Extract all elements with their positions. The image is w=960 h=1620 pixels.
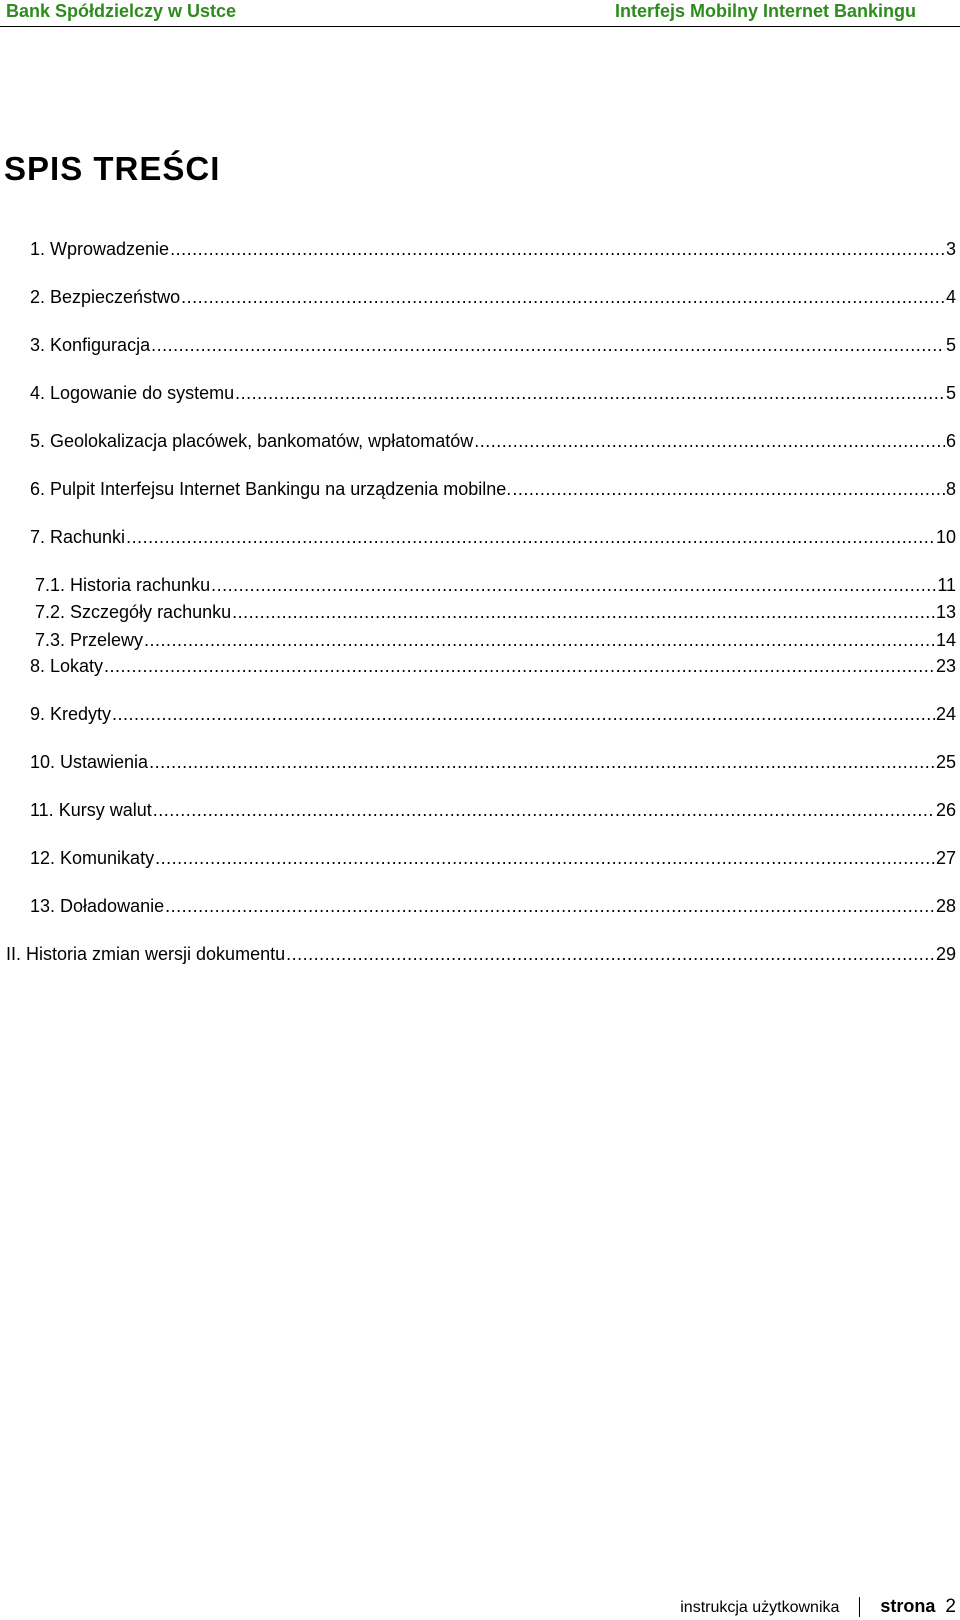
toc-dot-leader (153, 799, 935, 821)
toc-dot-leader (165, 895, 935, 917)
toc-entry-label: 12. Komunikaty (30, 848, 155, 868)
toc-entry-label: 6. Pulpit Interfejsu Internet Bankingu na urządzenia mobilne. (30, 479, 512, 499)
toc-entry-page: 24 (935, 704, 956, 724)
toc-entry-label: 7.3. Przelewy (35, 630, 144, 650)
toc-dot-leader (170, 238, 945, 260)
footer-page-number: 2 (945, 1596, 956, 1617)
page-title: SPIS TREŚCI (4, 150, 221, 187)
toc-dot-leader (235, 382, 945, 404)
toc-entry-page: 26 (935, 800, 956, 820)
toc-dot-leader (474, 430, 945, 452)
toc-entry[interactable] (30, 334, 956, 356)
toc-entry-label: 7.2. Szczegóły rachunku (35, 602, 232, 622)
toc-dot-leader (155, 847, 935, 869)
toc-entry-label: 4. Logowanie do systemu (30, 383, 235, 403)
toc-entry-label: 10. Ustawienia (30, 752, 149, 772)
toc-dot-leader (126, 526, 935, 548)
toc-entry[interactable] (6, 943, 956, 965)
toc-entry-page: 28 (935, 896, 956, 916)
toc-entry-label: 2. Bezpieczeństwo (30, 287, 181, 307)
toc-entry-page: 3 (945, 239, 956, 259)
toc-entry-label: 1. Wprowadzenie (30, 239, 170, 259)
toc-entry[interactable] (35, 601, 956, 623)
toc-entry-label: 7. Rachunki (30, 527, 126, 547)
toc-entry-page: 14 (935, 630, 956, 650)
toc-entry-label: 3. Konfiguracja (30, 335, 151, 355)
toc-entry[interactable] (30, 478, 956, 500)
toc-entry-page: 11 (937, 575, 956, 595)
toc-entry-page: 8 (945, 479, 956, 499)
toc-entry[interactable] (30, 655, 956, 677)
toc-entry-page: 13 (935, 602, 956, 622)
toc-dot-leader (151, 334, 945, 356)
toc-entry-label: II. Historia zmian wersji dokumentu (6, 944, 286, 964)
toc-entry-page: 6 (945, 431, 956, 451)
toc-entry-page: 10 (935, 527, 956, 547)
page-footer (680, 1596, 956, 1618)
toc-entry[interactable] (30, 751, 956, 773)
toc-entry-page: 23 (935, 656, 956, 676)
toc-dot-leader (144, 629, 935, 651)
footer-divider (859, 1597, 860, 1617)
toc-dot-leader (286, 943, 935, 965)
toc-dot-leader (512, 478, 945, 500)
toc-entry-page: 25 (935, 752, 956, 772)
bank-name: Bank Spółdzielczy w Ustce (6, 1, 237, 21)
toc-entry[interactable] (30, 382, 956, 404)
toc-entry[interactable] (30, 799, 956, 821)
toc-entry-label: 13. Doładowanie (30, 896, 165, 916)
toc-dot-leader (149, 751, 935, 773)
toc-entry[interactable] (30, 847, 956, 869)
toc-entry-page: 4 (945, 287, 956, 307)
toc-entry[interactable] (35, 629, 956, 651)
toc-entry[interactable] (30, 286, 956, 308)
toc-dot-leader (112, 703, 935, 725)
toc-entry-page: 5 (945, 335, 956, 355)
toc-entry-page: 29 (935, 944, 956, 964)
toc-entry[interactable] (30, 526, 956, 548)
toc-entry[interactable] (30, 895, 956, 917)
toc-entry[interactable] (35, 574, 956, 596)
document-title: Interfejs Mobilny Internet Bankingu (614, 1, 916, 21)
toc-dot-leader (232, 601, 935, 623)
toc-entry[interactable] (30, 238, 956, 260)
toc-dot-leader (211, 574, 936, 596)
toc-dot-leader (181, 286, 945, 308)
toc-entry-label: 8. Lokaty (30, 656, 104, 676)
toc-entry[interactable] (30, 703, 956, 725)
toc-entry-label: 5. Geolokalizacja placówek, bankomatów, wpłatomatów (30, 431, 474, 451)
toc-entry[interactable] (30, 430, 956, 452)
footer-label: instrukcja użytkownika (680, 1599, 840, 1616)
toc-entry-label: 7.1. Historia rachunku (35, 575, 211, 595)
toc-entry-label: 9. Kredyty (30, 704, 112, 724)
toc-dot-leader (104, 655, 935, 677)
toc-entry-label: 11. Kursy walut (30, 800, 152, 820)
toc-entry-page: 27 (935, 848, 956, 868)
toc-entry-page: 5 (945, 383, 956, 403)
footer-page-word: strona (880, 1596, 936, 1616)
